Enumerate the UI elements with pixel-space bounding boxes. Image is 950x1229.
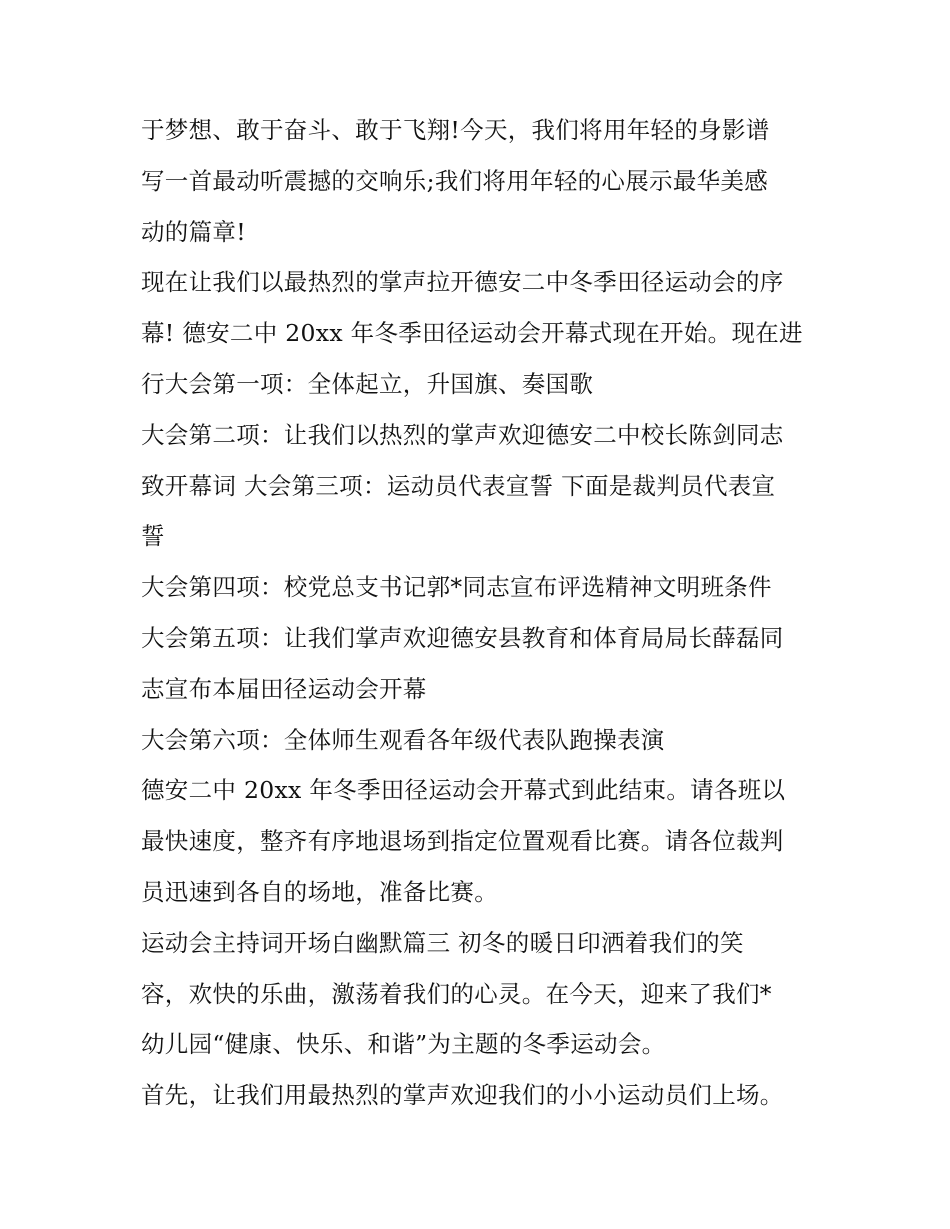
text-line: 写一首最动听震撼的交响乐;我们将用年轻的心展示最华美感	[141, 166, 769, 195]
text-line: 最快速度，整齐有序地退场到指定位置观看比赛。请各位裁判	[141, 827, 784, 856]
text-line: 大会第四项：校党总支书记郭*同志宣布评选精神文明班条件	[141, 573, 772, 602]
text-line: 誓	[141, 522, 165, 551]
text-line: 行大会第一项：全体起立，升国旗、奏国歌	[141, 369, 594, 398]
text-line: 大会第六项：全体师生观看各年级代表队跑操表演	[141, 725, 665, 754]
text-line: 容，欢快的乐曲，激荡着我们的心灵。在今天，迎来了我们*	[141, 979, 772, 1008]
text-line: 幼儿园“健康、快乐、和谐”为主题的冬季运动会。	[141, 1030, 666, 1059]
text-line: 首先，让我们用最热烈的掌声欢迎我们的小小运动员们上场。	[141, 1081, 784, 1110]
text-line: 运动会主持词开场白幽默篇三 初冬的暖日印洒着我们的笑	[141, 928, 744, 957]
text-line: 德安二中 20xx 年冬季田径运动会开幕式到此结束。请各班以	[141, 776, 786, 805]
text-line: 大会第二项：让我们以热烈的掌声欢迎德安二中校长陈剑同志	[141, 420, 784, 449]
text-line: 员迅速到各自的场地，准备比赛。	[141, 877, 498, 906]
text-line: 幕! 德安二中 20xx 年冬季田径运动会开幕式现在开始。现在进	[141, 319, 803, 348]
text-line: 于梦想、敢于奋斗、敢于飞翔!今天，我们将用年轻的身影谱	[141, 116, 770, 144]
text-line: 大会第五项：让我们掌声欢迎德安县教育和体育局局长薛磊同	[141, 623, 784, 652]
text-line: 现在让我们以最热烈的掌声拉开德安二中冬季田径运动会的序	[141, 268, 784, 297]
text-line: 动的篇章!	[141, 217, 246, 246]
text-line: 致开幕词 大会第三项：运动员代表宣誓 下面是裁判员代表宣	[141, 471, 776, 500]
text-line: 志宣布本届田径运动会开幕	[141, 674, 427, 703]
document-body	[141, 105, 821, 1121]
